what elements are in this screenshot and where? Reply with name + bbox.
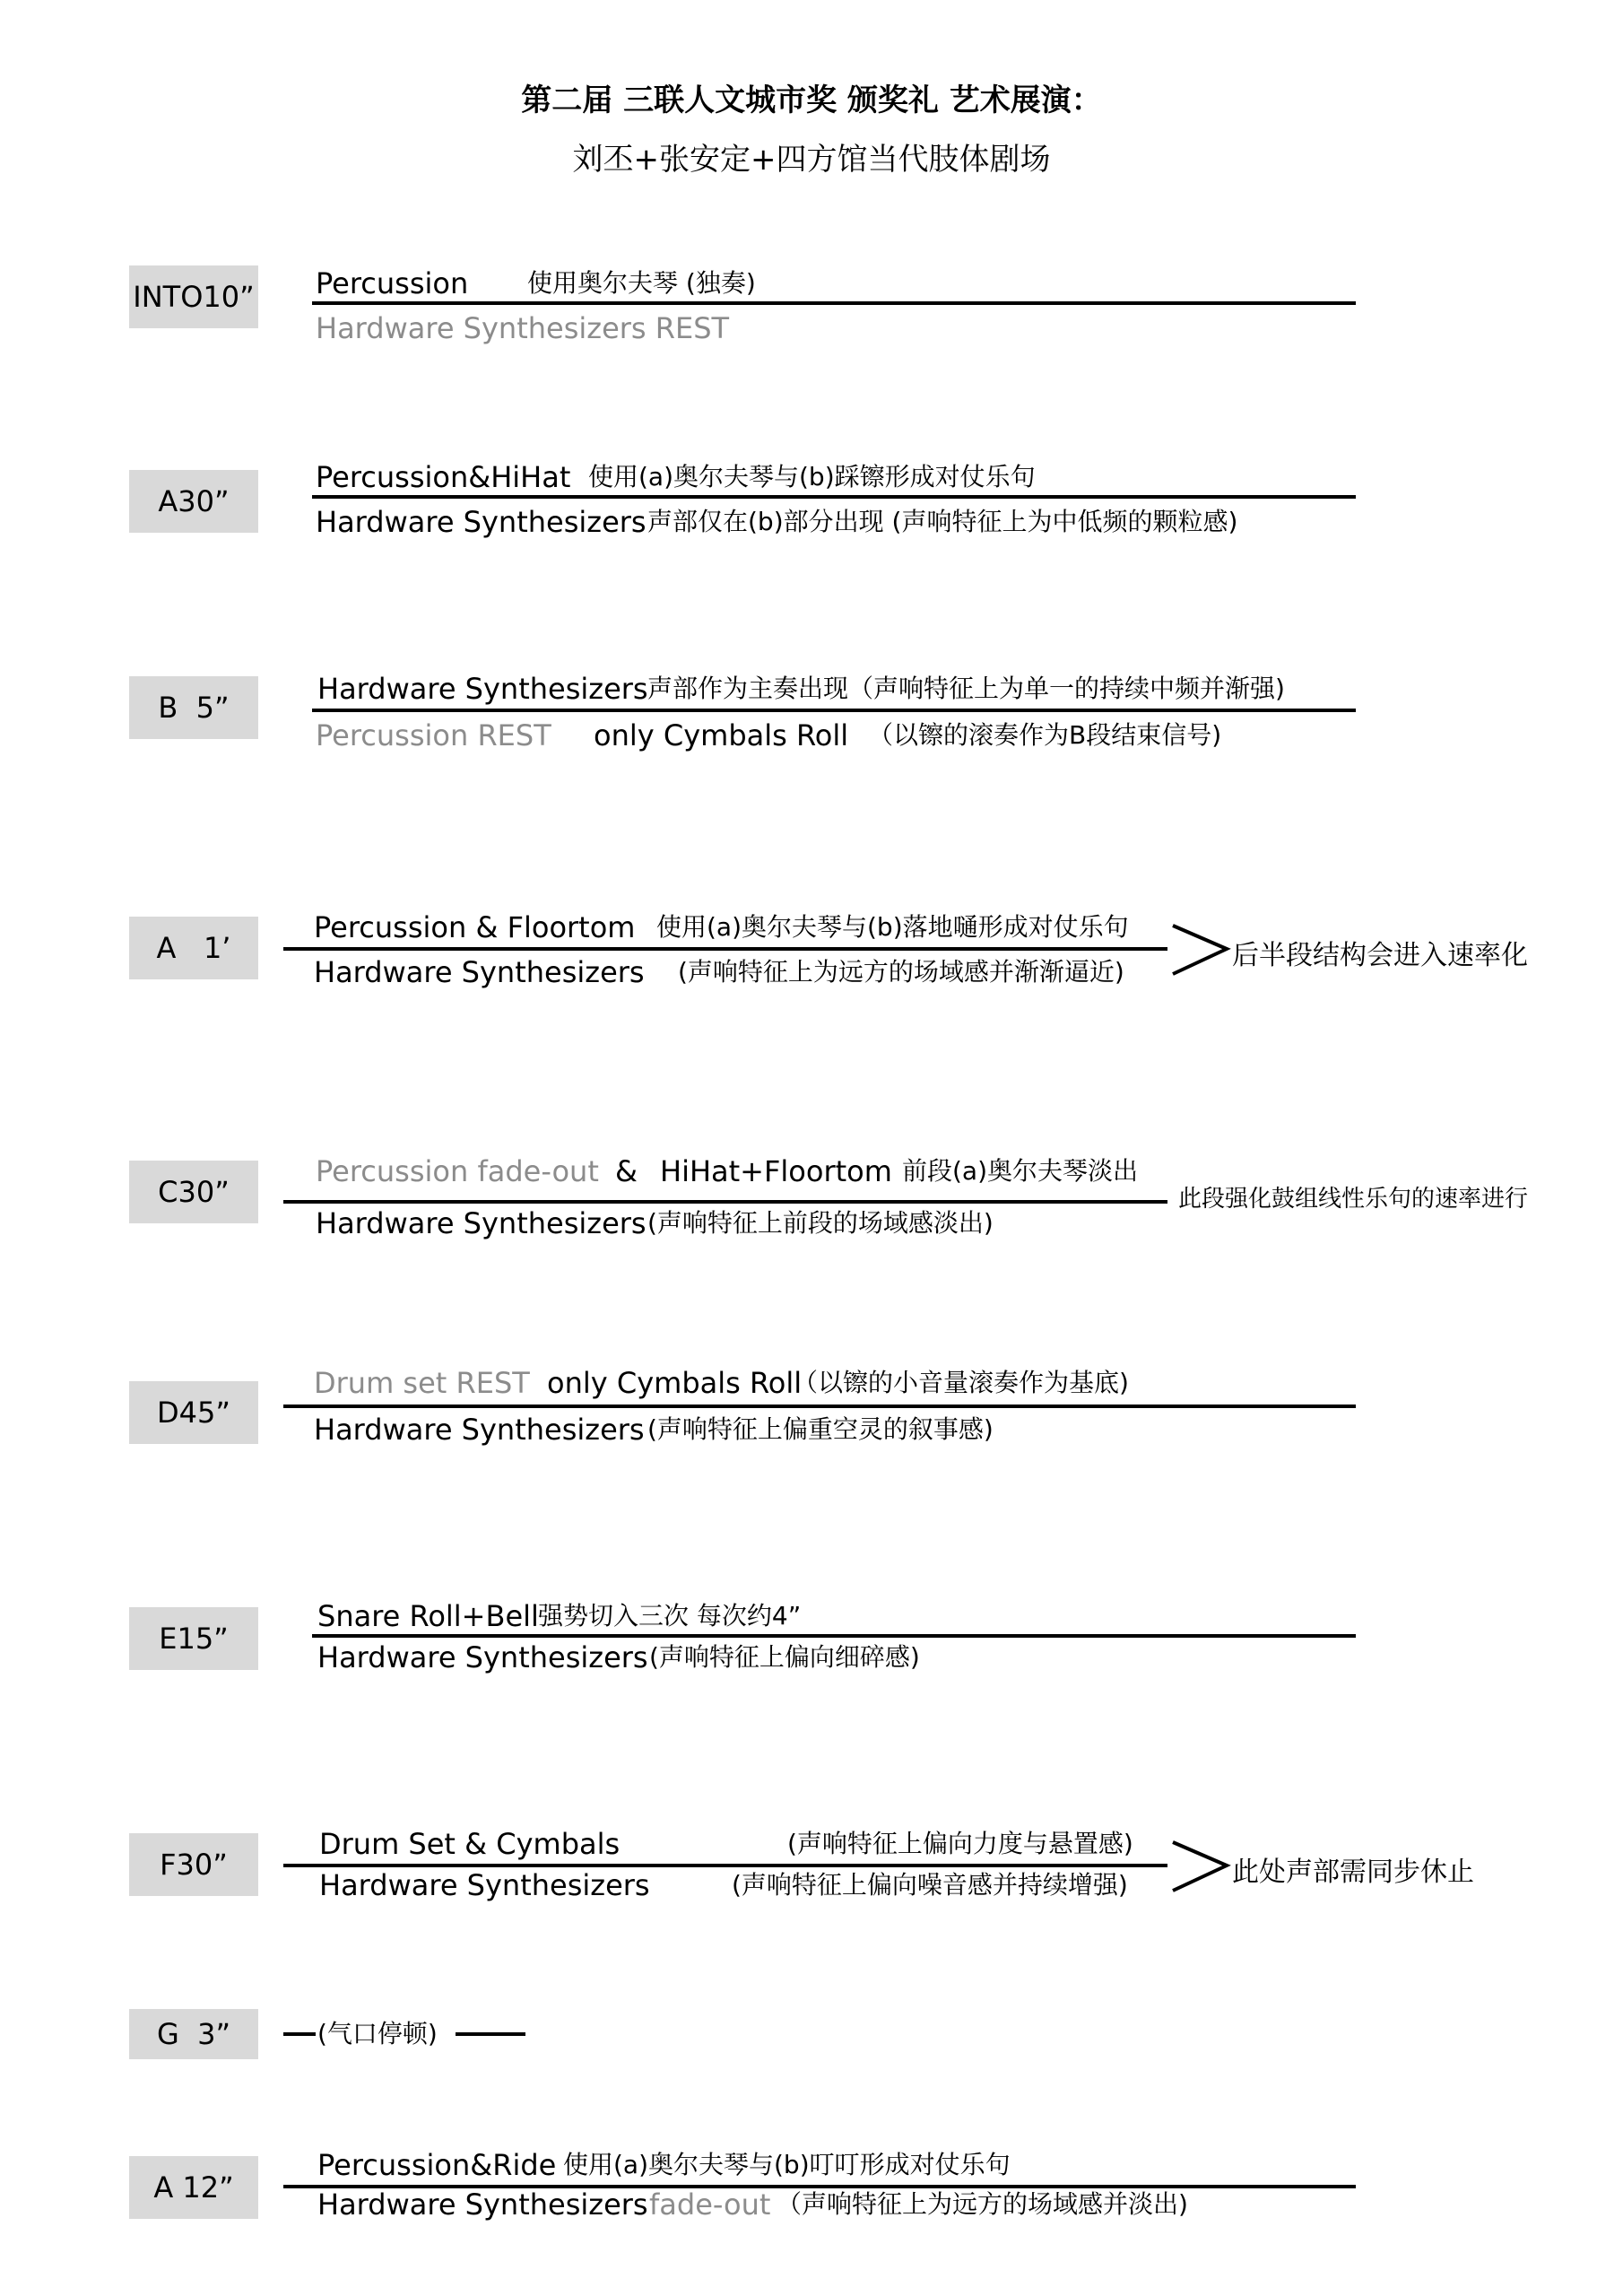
page-title: 第二届 三联人文城市奖 颁奖礼 艺术展演： — [521, 83, 1102, 118]
bracket-icon — [1171, 924, 1230, 978]
bracket-icon — [1171, 1840, 1230, 1894]
note-text: (声响特征上前段的场域感淡出) — [647, 1208, 994, 1238]
note-text: (声响特征上偏向力度与悬置感) — [787, 1829, 1133, 1858]
instrument-text: Percussion&Ride — [317, 2148, 557, 2182]
side-note: 后半段结构会进入速率化 — [1232, 940, 1528, 971]
note-text: （声响特征上为远方的场域感并淡出) — [777, 2189, 1188, 2219]
staff-line — [312, 1634, 1356, 1638]
section-label: E15” — [129, 1607, 258, 1670]
instrument-text: Percussion&HiHat — [316, 460, 571, 494]
section-label: B 5” — [129, 676, 258, 739]
instrument-text: Percussion REST — [316, 718, 551, 752]
page-subtitle: 刘丕+张安定+四方馆当代肢体剧场 — [572, 142, 1051, 178]
instrument-text: Drum Set & Cymbals — [319, 1827, 621, 1861]
instrument-text: Snare Roll+Bell — [317, 1599, 539, 1633]
section-label: G 3” — [129, 2009, 258, 2059]
note-text: 强势切入三次 每次约4” — [538, 1601, 802, 1631]
note-text: 使用(a)奥尔夫琴与(b)踩镲形成对仗乐句 — [588, 462, 1036, 491]
fade-out-text: fade-out — [649, 2187, 771, 2222]
staff-line — [283, 947, 1167, 951]
instrument-text: Hardware Synthesizers — [317, 2187, 648, 2222]
note-text: 使用(a)奥尔夫琴与(b)落地嗵形成对仗乐句 — [656, 912, 1129, 942]
section-label: F30” — [129, 1833, 258, 1896]
instrument-text: Hardware Synthesizers — [317, 1640, 648, 1674]
staff-line — [283, 2032, 316, 2036]
staff-line — [312, 495, 1356, 499]
instrument-text: Hardware Synthesizers — [316, 1206, 647, 1240]
note-text: 使用(a)奥尔夫琴与(b)叮叮形成对仗乐句 — [563, 2150, 1011, 2179]
note-text: 前段(a)奥尔夫琴淡出 — [902, 1156, 1139, 1186]
instrument-text: Hardware Synthesizers — [319, 1868, 650, 1902]
pause-text: (气口停顿) — [317, 2019, 438, 2048]
section-label: A 12” — [129, 2156, 258, 2219]
ampersand-text: & — [615, 1154, 638, 1188]
staff-line — [456, 2032, 525, 2036]
note-text: 声部作为主奏出现（声响特征上为单一的持续中频并渐强) — [647, 674, 1285, 703]
instrument-text: Percussion & Floortom — [314, 910, 636, 944]
instrument-text: Hardware Synthesizers — [317, 672, 648, 706]
instrument-text: only Cymbals Roll — [547, 1366, 803, 1400]
note-text: 声部仅在(b)部分出现 (声响特征上为中低频的颗粒感) — [647, 507, 1238, 536]
note-text: 使用奥尔夫琴 (独奏) — [527, 268, 756, 298]
staff-line — [283, 1405, 1356, 1408]
note-text: （以镲的滚奏作为B段结束信号) — [868, 720, 1222, 750]
section-label: A30” — [129, 470, 258, 533]
note-text: (声响特征上偏重空灵的叙事感) — [647, 1414, 994, 1444]
section-label: INTO10” — [129, 265, 258, 328]
instrument-text: HiHat+Floortom — [660, 1154, 892, 1188]
section-label: C30” — [129, 1161, 258, 1223]
side-note: 此段强化鼓组线性乐句的速率进行 — [1178, 1186, 1529, 1213]
note-text: (声响特征上偏向噪音感并持续增强) — [732, 1870, 1128, 1900]
staff-line — [312, 709, 1356, 712]
instrument-text: Drum set REST — [314, 1366, 530, 1400]
instrument-text: Hardware Synthesizers REST — [316, 311, 730, 345]
instrument-text: Percussion — [316, 266, 469, 300]
instrument-text: Percussion fade-out — [316, 1154, 599, 1188]
note-text: (声响特征上为远方的场域感并渐渐逼近) — [678, 957, 1124, 987]
side-note: 此处声部需同步休止 — [1232, 1857, 1474, 1888]
instrument-text: Hardware Synthesizers — [314, 955, 645, 989]
note-text: （以镲的小音量滚奏作为基底) — [793, 1368, 1129, 1397]
instrument-text: Hardware Synthesizers — [316, 505, 647, 539]
section-label: A 1’ — [129, 917, 258, 979]
staff-line — [283, 1200, 1167, 1204]
staff-line — [312, 301, 1356, 305]
instrument-text: only Cymbals Roll — [594, 718, 849, 752]
section-label: D45” — [129, 1381, 258, 1444]
instrument-text: Hardware Synthesizers — [314, 1413, 645, 1447]
note-text: (声响特征上偏向细碎感) — [649, 1642, 920, 1672]
